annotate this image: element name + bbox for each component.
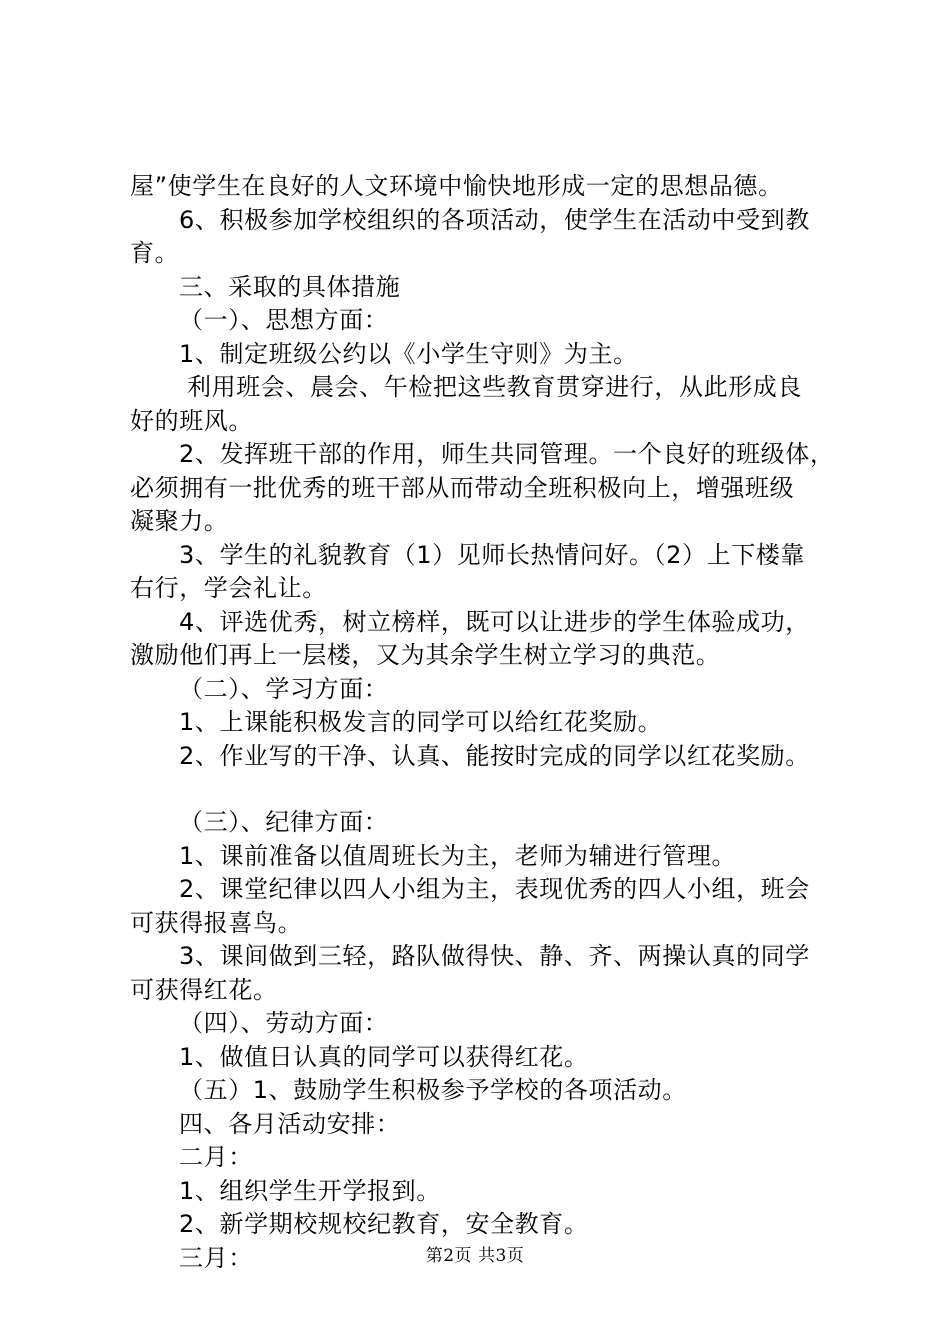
subsection-heading: （四）、劳动方面： [179,1009,389,1037]
paragraph-line: 育。 [130,239,180,267]
paragraph-line: 4、评选优秀，树立榜样，既可以让进步的学生体验成功， [179,607,810,636]
subsection-heading: （五）1、鼓励学生积极参予学校的各项活动。 [179,1076,687,1104]
paragraph-line: 利用班会、晨会、午检把这些教育贯穿进行，从此形成良 [187,373,802,401]
paragraph-line: 3、学生的礼貌教育（1）见师长热情问好。（2）上下楼靠 [179,540,806,569]
subsection-heading: （三）、纪律方面： [179,808,389,836]
paragraph-line: 1、制定班级公约以《小学生守则》为主。 [179,339,638,368]
month-heading: 三月： [179,1243,253,1272]
paragraph-line: 右行，学会礼让。 [130,574,327,602]
paragraph-line: 1、组织学生开学报到。 [179,1176,441,1205]
paragraph-line: 1、课前准备以值周班长为主，老师为辅进行管理。 [179,841,737,870]
paragraph-line: 可获得红花。 [130,975,278,1004]
paragraph-line: 必须拥有一批优秀的班干部从而带动全班积极向上，增强班级 [130,473,795,502]
paragraph-line: 1、上课能积极发言的同学可以给红花奖励。 [179,708,663,736]
paragraph-line: 2、作业写的干净、认真、能按时完成的同学以红花奖励。 [179,741,810,770]
paragraph-line: 屋”使学生在良好的人文环境中愉快地形成一定的思想品德。 [130,172,783,200]
page-number-footer: 第2页 共3页 [425,1246,525,1266]
subsection-heading: （二）、学习方面： [179,674,389,703]
paragraph-line: 凝聚力。 [130,507,229,535]
paragraph-line: 可获得报喜鸟。 [130,908,303,937]
paragraph-line: 2、新学期校规校纪教育，安全教育。 [179,1210,589,1238]
paragraph-line: 2、课堂纪律以四人小组为主，表现优秀的四人小组，班会 [179,875,810,903]
paragraph-line: 1、做值日认真的同学可以获得红花。 [179,1042,589,1071]
paragraph-line: 2、发挥班干部的作用，师生共同管理。一个良好的班级体， [179,440,835,468]
paragraph-line: 3、课间做到三轻，路队做得快、静、齐、两操认真的同学 [179,942,810,970]
month-heading: 二月： [179,1143,253,1171]
section-heading: 三、采取的具体措施 [179,272,401,301]
paragraph-line: 好的班风。 [130,406,253,435]
blank-line [130,773,840,806]
paragraph-line: 激励他们再上一层楼，又为其余学生树立学习的典范。 [130,641,721,669]
paragraph-line: 6、积极参加学校组织的各项活动，使学生在活动中受到教 [179,205,810,234]
subsection-heading: （一）、思想方面： [179,306,389,334]
section-heading: 四、各月活动安排： [179,1109,401,1138]
document-body [130,170,840,1275]
